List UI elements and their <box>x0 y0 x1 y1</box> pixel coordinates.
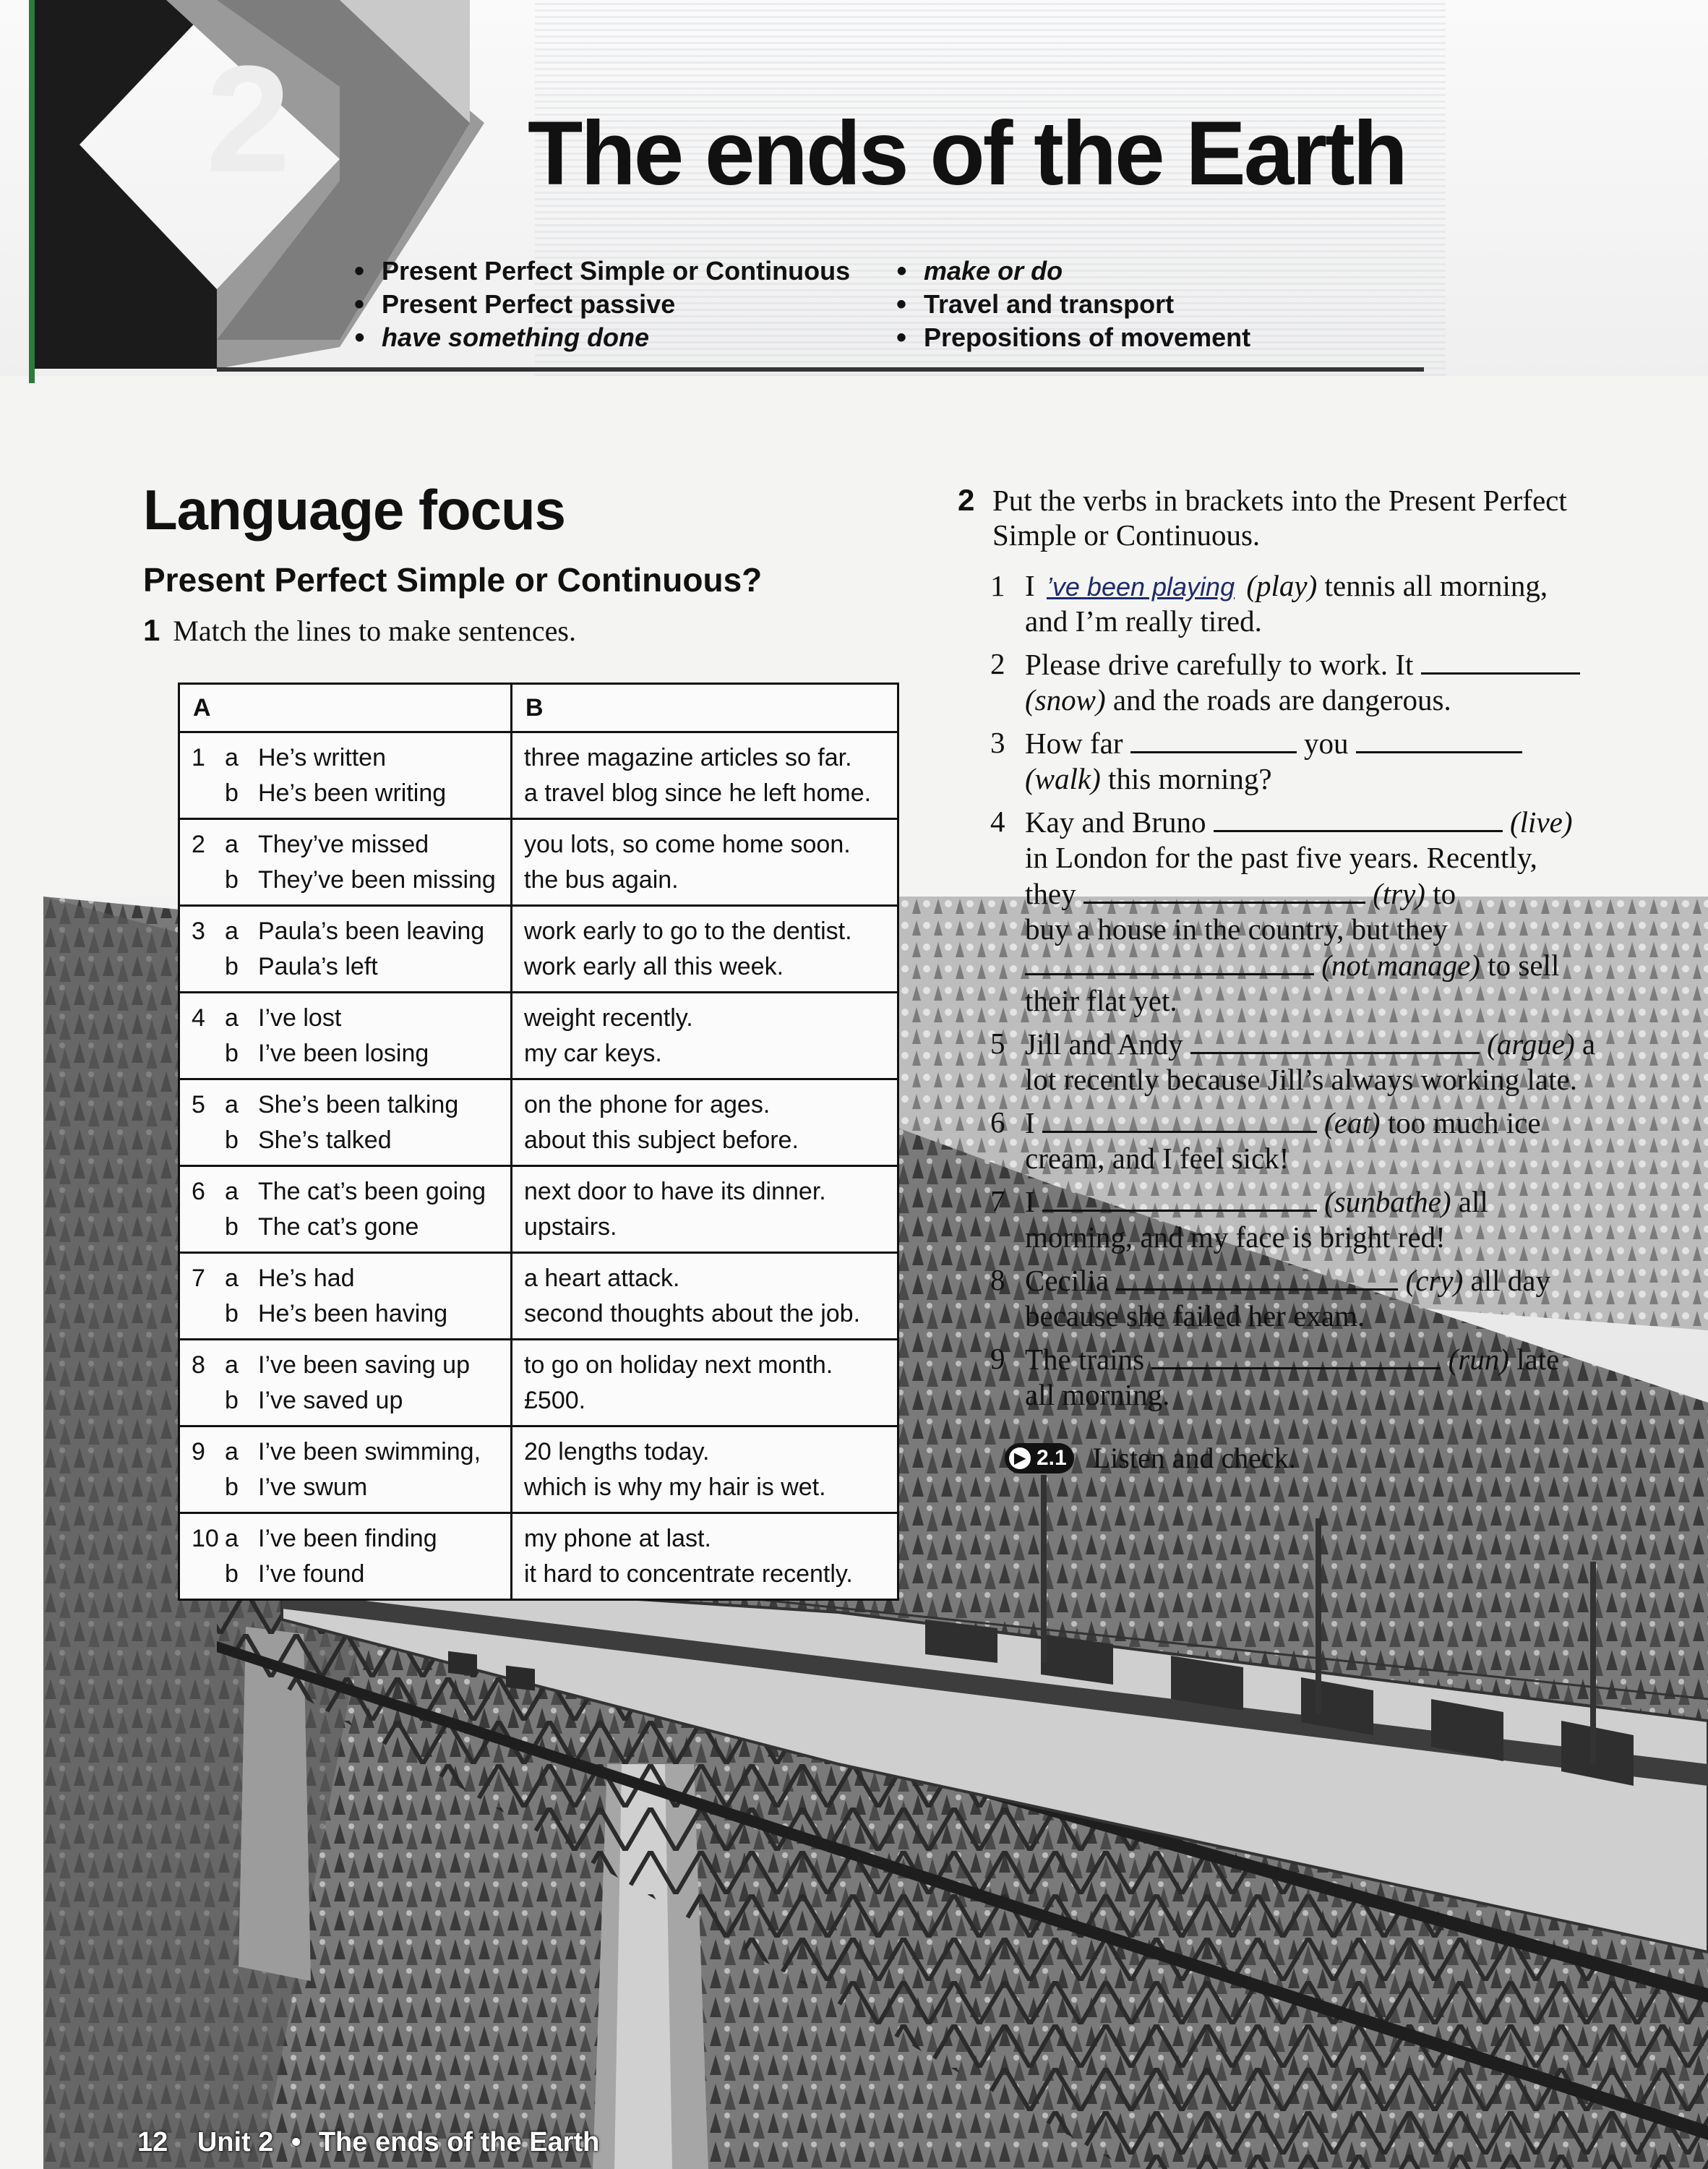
item-text: I <box>1025 1185 1035 1218</box>
gap-fill-item <box>990 1105 1626 1176</box>
item-number: 3 <box>990 726 1005 759</box>
answer-blank[interactable] <box>1190 1026 1480 1054</box>
column-a-cell <box>179 1513 512 1600</box>
option-b-text: I’ve swum <box>258 1473 368 1501</box>
option-a-text: He’s had <box>258 1265 355 1292</box>
table-body <box>179 732 898 1600</box>
column-header-a: A <box>179 684 512 732</box>
track-number: 2.1 <box>1037 1445 1067 1470</box>
item-text: to <box>1433 877 1456 910</box>
item-number: 4 <box>990 805 1005 838</box>
item-text: they <box>1025 877 1076 910</box>
answer-blank[interactable] <box>1025 947 1314 975</box>
option-letter: a <box>225 1178 239 1205</box>
option-letter: a <box>225 831 239 858</box>
instruction-text: Match the lines to make sentences. <box>173 615 576 647</box>
item-number: 6 <box>990 1105 1005 1139</box>
table-row <box>179 906 898 993</box>
column-a-cell <box>179 906 512 993</box>
option-b-text: The cat’s gone <box>258 1213 419 1241</box>
ending-text: next door to have its dinner. <box>524 1178 826 1205</box>
exercise2-instruction <box>958 483 1630 552</box>
item-text: cream, and I feel sick! <box>1025 1142 1289 1175</box>
option-a-text: I’ve been swimming, <box>258 1438 481 1466</box>
item-text: all morning. <box>1025 1378 1170 1411</box>
column-b-cell <box>512 1079 898 1166</box>
unit-title: The ends of the Earth <box>528 103 1406 204</box>
option-letter: b <box>225 1040 239 1067</box>
option-letter: b <box>225 1213 239 1241</box>
table-row <box>179 1253 898 1340</box>
row-number: 5 <box>192 1091 205 1118</box>
item-text: late <box>1516 1343 1560 1376</box>
ending-text: £500. <box>524 1387 586 1414</box>
answer-blank[interactable] <box>1421 646 1580 675</box>
column-b-cell <box>512 819 898 906</box>
topic-item: • Present Perfect passive <box>354 288 850 321</box>
gap-fill-item <box>990 1341 1626 1413</box>
item-text: buy a house in the country, but they <box>1025 912 1448 946</box>
item-text: in London for the past five years. Recently, <box>1025 841 1537 874</box>
option-a-text: Paula’s been leaving <box>258 917 485 945</box>
option-letter: a <box>225 1091 239 1118</box>
column-b-cell <box>512 1253 898 1340</box>
option-letter: b <box>225 1300 239 1327</box>
option-letter: a <box>225 1438 239 1466</box>
row-number: 4 <box>192 1004 205 1032</box>
row-number: 9 <box>192 1438 205 1466</box>
option-a-text: He’s written <box>258 744 386 771</box>
item-text: I <box>1025 569 1035 602</box>
topic-item: • Travel and transport <box>896 288 1250 321</box>
option-letter: a <box>225 744 239 771</box>
option-b-text: She’s talked <box>258 1126 392 1154</box>
option-letter: b <box>225 1560 239 1588</box>
section-subtitle: Present Perfect Simple or Continuous? <box>143 561 763 599</box>
option-b-text: I’ve saved up <box>258 1387 403 1414</box>
page-number: 12 <box>137 2127 168 2157</box>
column-b-cell <box>512 1426 898 1513</box>
option-a-text: She’s been talking <box>258 1091 459 1118</box>
instruction-text: Put the verbs in brackets into the Present Perfect Simple or Continuous. <box>992 484 1567 552</box>
item-text: Kay and Bruno <box>1025 805 1206 839</box>
item-text: all day <box>1470 1264 1550 1297</box>
option-letter: a <box>225 1351 239 1379</box>
ending-text: which is why my hair is wet. <box>524 1473 826 1501</box>
row-number: 10 <box>192 1525 219 1552</box>
column-b-cell <box>512 1513 898 1600</box>
column-a-cell <box>179 819 512 906</box>
option-b-text: I’ve found <box>258 1560 365 1588</box>
option-letter: b <box>225 866 239 894</box>
table-row <box>179 1513 898 1600</box>
row-number: 7 <box>192 1265 205 1292</box>
answer-blank[interactable] <box>1151 1341 1441 1369</box>
item-text: The trains <box>1025 1343 1145 1376</box>
item-text: this morning? <box>1108 762 1272 795</box>
column-b-cell <box>512 1166 898 1253</box>
item-text: How far <box>1025 727 1123 760</box>
table-row <box>179 1079 898 1166</box>
gap-fill-item <box>990 1262 1626 1334</box>
column-b-cell <box>512 993 898 1079</box>
topic-item: • Present Perfect Simple or Continuous <box>354 254 850 288</box>
exercise-number: 1 <box>143 613 160 647</box>
item-text: tennis all morning, <box>1324 569 1548 602</box>
topic-item: • make or do <box>896 254 1250 288</box>
exercise-number: 2 <box>958 483 975 517</box>
option-b-text: They’ve been missing <box>258 866 496 894</box>
table-header-row <box>179 684 898 732</box>
option-b-text: I’ve been losing <box>258 1040 429 1067</box>
answer-blank[interactable] <box>1083 876 1365 904</box>
topic-item: • have something done <box>354 321 850 354</box>
item-text: I <box>1025 1106 1035 1139</box>
column-b-cell <box>512 732 898 819</box>
listen-and-check <box>1005 1441 1296 1475</box>
verb-prompt: (try) <box>1373 877 1425 910</box>
item-text: to sell <box>1488 949 1560 982</box>
column-b-cell <box>512 906 898 993</box>
table-row <box>179 1426 898 1513</box>
ending-text: second thoughts about the job. <box>524 1300 861 1327</box>
gap-fill-item <box>990 1184 1626 1255</box>
topic-item: • Prepositions of movement <box>896 321 1250 354</box>
item-number: 8 <box>990 1263 1005 1296</box>
row-number: 6 <box>192 1178 205 1205</box>
answer-blank[interactable] <box>1130 725 1297 753</box>
column-a-cell <box>179 732 512 819</box>
column-a-cell <box>179 1426 512 1513</box>
table-row <box>179 732 898 819</box>
item-text: Please drive carefully to work. It <box>1025 648 1414 681</box>
unit-number: 2 <box>206 34 286 204</box>
verb-prompt: (argue) <box>1487 1027 1575 1061</box>
item-number: 5 <box>990 1027 1005 1060</box>
ending-text: work early all this week. <box>524 953 784 980</box>
ending-text: on the phone for ages. <box>524 1091 771 1118</box>
ending-text: the bus again. <box>524 866 679 894</box>
answer-blank[interactable] <box>1214 804 1503 832</box>
ending-text: about this subject before. <box>524 1126 799 1154</box>
item-text: a <box>1582 1027 1596 1061</box>
answer-blank[interactable] <box>1042 1105 1317 1133</box>
ending-text: weight recently. <box>524 1004 693 1032</box>
column-header-b: B <box>512 684 898 732</box>
ending-text: work early to go to the dentist. <box>524 917 852 945</box>
option-letter: b <box>225 1387 239 1414</box>
option-letter: b <box>225 1473 239 1501</box>
item-number: 9 <box>990 1342 1005 1375</box>
table-row <box>179 819 898 906</box>
ending-text: a travel blog since he left home. <box>524 779 872 807</box>
item-text: because she failed her exam. <box>1025 1299 1365 1332</box>
gap-fill-item <box>990 1026 1626 1098</box>
item-text: all <box>1458 1185 1488 1218</box>
column-a-cell <box>179 1340 512 1426</box>
option-letter: a <box>225 1004 239 1032</box>
column-a-cell <box>179 1079 512 1166</box>
option-letter: a <box>225 1525 239 1552</box>
option-b-text: He’s been writing <box>258 779 447 807</box>
section-title: Language focus <box>143 478 566 542</box>
item-text: too much ice <box>1387 1106 1541 1139</box>
row-number: 3 <box>192 917 205 945</box>
exercise1-instruction <box>143 613 576 648</box>
item-number: 7 <box>990 1184 1005 1218</box>
option-a-text: I’ve been finding <box>258 1525 437 1552</box>
ending-text: three magazine articles so far. <box>524 744 852 771</box>
gap-fill-item <box>990 804 1626 1019</box>
topics-left <box>354 254 850 354</box>
page-footer <box>137 2127 599 2158</box>
item-text: you <box>1303 727 1349 760</box>
footer-unit: Unit 2 <box>197 2127 274 2157</box>
gap-fill-list <box>990 568 1626 1420</box>
verb-prompt: (walk) <box>1025 762 1101 795</box>
matching-table <box>178 683 899 1601</box>
column-b-cell <box>512 1340 898 1426</box>
ending-text: it hard to concentrate recently. <box>524 1560 853 1588</box>
ending-text: my car keys. <box>524 1040 662 1067</box>
ending-text: you lots, so come home soon. <box>524 831 851 858</box>
row-number: 8 <box>192 1351 205 1379</box>
column-a-cell <box>179 993 512 1079</box>
option-letter: a <box>225 917 239 945</box>
option-letter: a <box>225 1265 239 1292</box>
option-letter: b <box>225 953 239 980</box>
item-number: 2 <box>990 647 1005 680</box>
option-a-text: I’ve lost <box>258 1004 342 1032</box>
item-text: lot recently because Jill’s always working late. <box>1025 1063 1577 1096</box>
column-a-cell <box>179 1166 512 1253</box>
verb-prompt: (play) <box>1246 569 1318 602</box>
ending-text: upstairs. <box>524 1213 617 1241</box>
ending-text: a heart attack. <box>524 1265 680 1292</box>
option-letter: b <box>225 1126 239 1154</box>
item-text: morning, and my face is bright red! <box>1025 1220 1446 1254</box>
gap-fill-item <box>990 568 1626 639</box>
ending-text: 20 lengths today. <box>524 1438 710 1466</box>
verb-prompt: (cry) <box>1405 1264 1464 1297</box>
ending-text: my phone at last. <box>524 1525 711 1552</box>
gap-fill-item <box>990 646 1626 718</box>
option-letter: b <box>225 779 239 807</box>
answer-blank[interactable] <box>1116 1262 1398 1291</box>
speaker-icon: ▶ <box>1009 1447 1031 1469</box>
header-rule <box>217 367 1424 372</box>
table-row <box>179 1166 898 1253</box>
listen-text: Listen and check. <box>1092 1442 1296 1474</box>
topics-right <box>896 254 1250 354</box>
row-number: 1 <box>192 744 205 771</box>
footer-separator: • <box>291 2127 301 2157</box>
ending-text: to go on holiday next month. <box>524 1351 833 1379</box>
item-text: and the roads are dangerous. <box>1112 683 1451 716</box>
audio-track-badge[interactable] <box>1005 1443 1074 1473</box>
column-a-cell <box>179 1253 512 1340</box>
row-number: 2 <box>192 831 205 858</box>
option-b-text: He’s been having <box>258 1300 448 1327</box>
table-row <box>179 1340 898 1426</box>
option-a-text: They’ve missed <box>258 831 429 858</box>
item-text: their flat yet. <box>1025 984 1177 1017</box>
verb-prompt: (sunbathe) <box>1324 1185 1451 1218</box>
option-a-text: I’ve been saving up <box>258 1351 470 1379</box>
option-a-text: The cat’s been going <box>258 1178 486 1205</box>
verb-prompt: (eat) <box>1324 1106 1381 1139</box>
answer-blank[interactable] <box>1356 725 1522 753</box>
footer-title: The ends of the Earth <box>318 2127 600 2157</box>
verb-prompt: (live) <box>1510 805 1573 839</box>
verb-prompt: (snow) <box>1025 683 1106 716</box>
item-text: and I’m really tired. <box>1025 604 1262 638</box>
verb-prompt: (not manage) <box>1321 949 1481 982</box>
table-row <box>179 993 898 1079</box>
verb-prompt: (run) <box>1448 1343 1509 1376</box>
example-answer: ’ve been playing <box>1046 572 1235 602</box>
gap-fill-item <box>990 725 1626 797</box>
item-text: Jill and Andy <box>1025 1027 1183 1061</box>
answer-blank[interactable] <box>1042 1184 1317 1212</box>
option-b-text: Paula’s left <box>258 953 378 980</box>
item-text: Cecilia <box>1025 1264 1110 1297</box>
item-number: 1 <box>990 569 1005 602</box>
